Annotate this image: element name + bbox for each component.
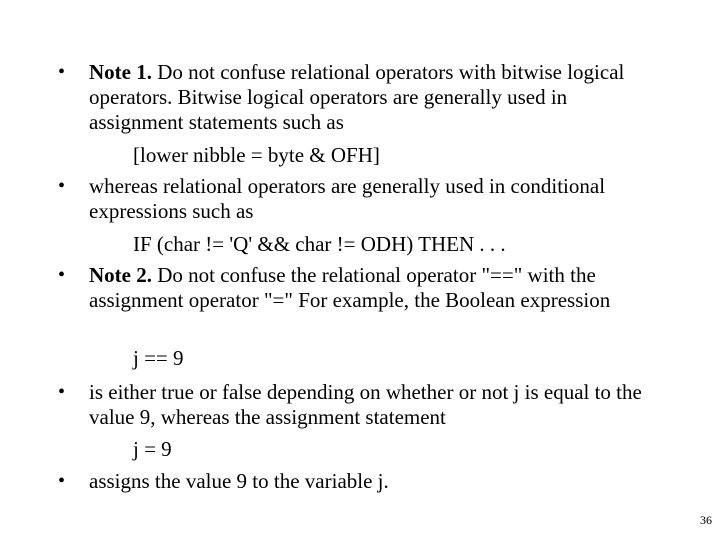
code-line-equality: j == 9 bbox=[133, 346, 184, 370]
code-line-nibble: [lower nibble = byte & OFH] bbox=[133, 143, 380, 167]
bullet-dot: • bbox=[58, 175, 66, 197]
bullet-note-1 bbox=[58, 60, 649, 135]
bullet-text: Do not confuse the relational operator "==" with the assignment operator "=" For example, the Boolean expression bbox=[89, 263, 611, 312]
bullet-lead: Note 1. bbox=[89, 60, 152, 84]
bullet-text: Do not confuse relational operators with bitwise logical operators. Bitwise logical operators are generally used in assignment statements such as bbox=[89, 60, 625, 134]
bullet-text: is either true or false depending on whether or not j is equal to the value 9, whereas the assignment statement bbox=[89, 380, 642, 429]
bullet-dot: • bbox=[58, 264, 66, 286]
bullet-note-2 bbox=[58, 263, 649, 313]
bullet-assigns bbox=[58, 469, 649, 494]
bullet-dot: • bbox=[58, 470, 66, 492]
page-number: 36 bbox=[700, 513, 712, 527]
bullet-either bbox=[58, 380, 649, 430]
bullet-text: assigns the value 9 to the variable j. bbox=[89, 469, 389, 493]
code-line-if: IF (char != 'Q' && char != ODH) THEN . . . bbox=[133, 232, 506, 256]
bullet-lead: Note 2. bbox=[89, 263, 152, 287]
code-line-assignment: j = 9 bbox=[133, 437, 172, 461]
bullet-dot: • bbox=[58, 381, 66, 403]
bullet-dot: • bbox=[58, 61, 66, 83]
bullet-whereas bbox=[58, 174, 649, 224]
bullet-text: whereas relational operators are generally used in conditional expressions such as bbox=[89, 174, 606, 223]
